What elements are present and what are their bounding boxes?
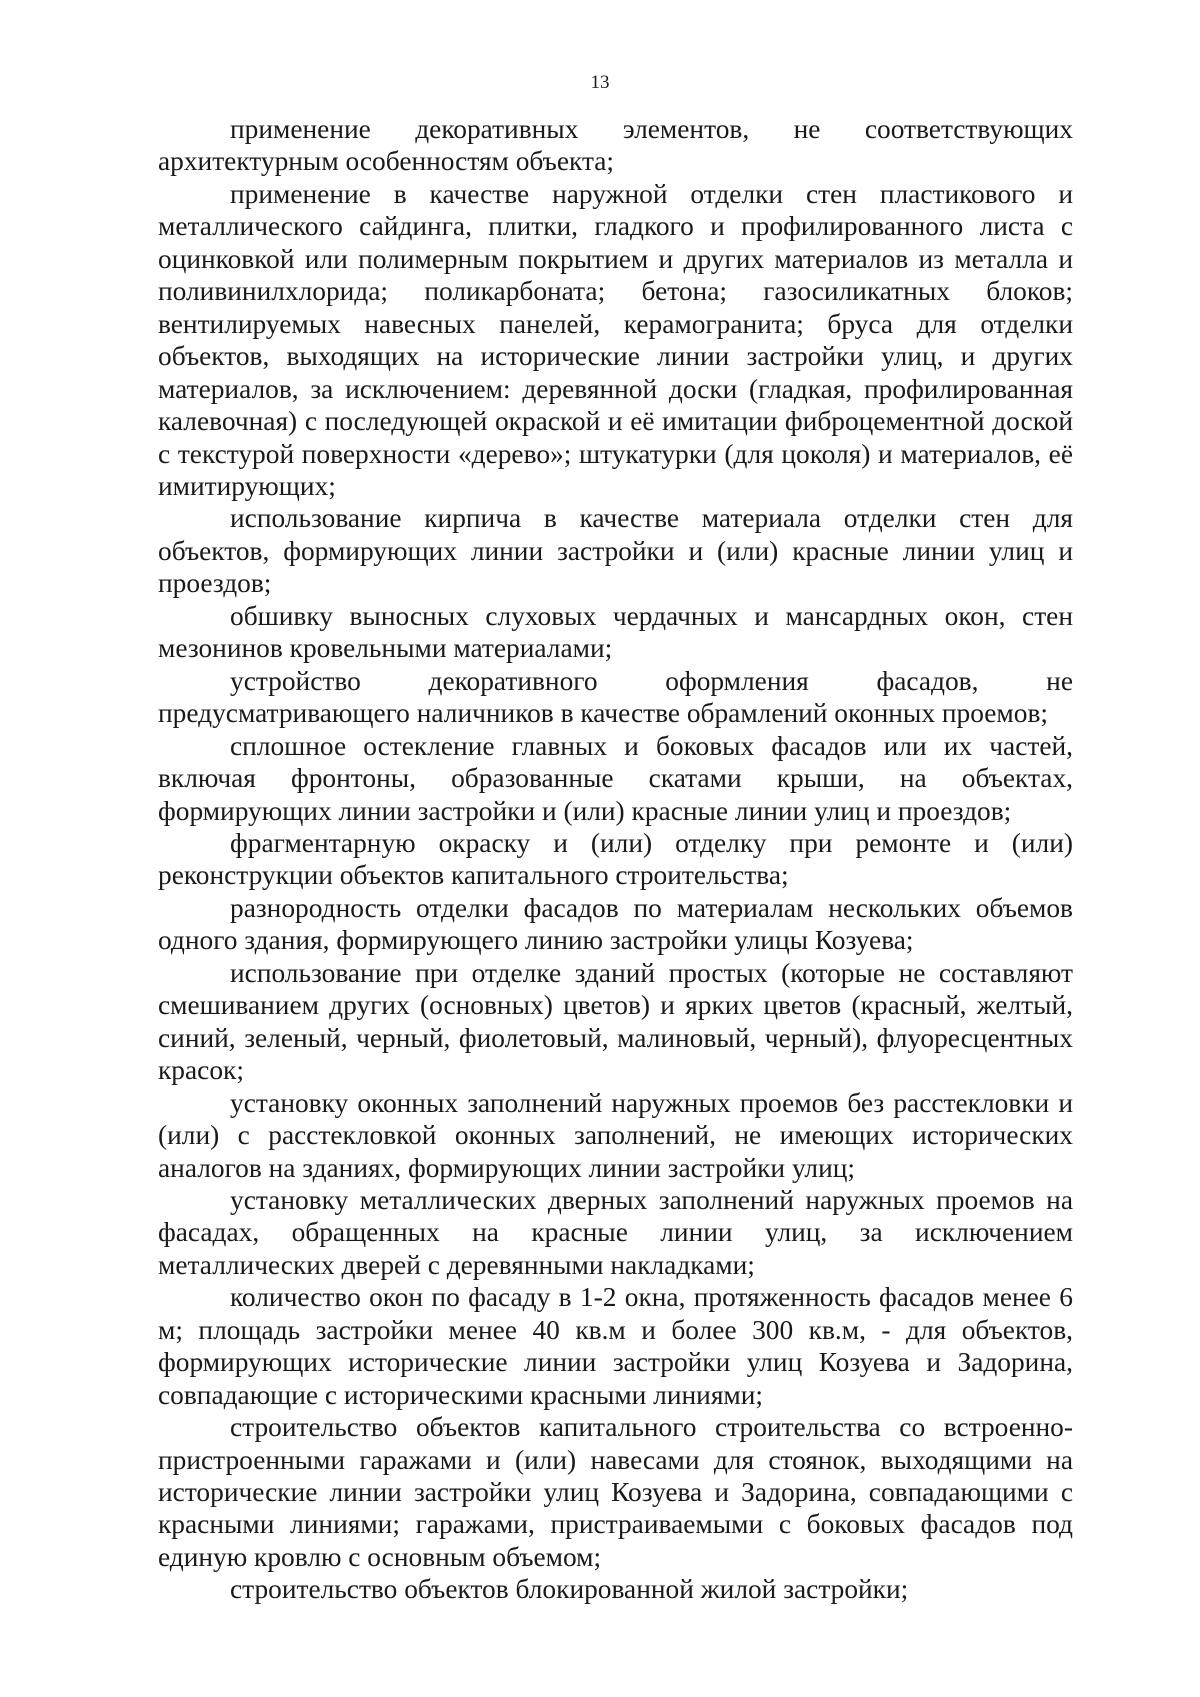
- paragraph: строительство объектов блокированной жилой застройки;: [230, 1574, 909, 1605]
- paragraph: количество окон по фасаду в 1-2 окна, протяженность фасадов менее 6 м; площадь застройки менее 40 кв.м и более 300 кв.м, - для объектов, формирующих исторические линии застройки улиц Козуева и Задорина, совпадающие с историческими красными линиями;: [158, 1282, 1073, 1410]
- paragraph: разнородность отделки фасадов по материалам нескольких объемов одного здания, формирующего линию застройки улицы Козуева;: [158, 892, 1073, 956]
- paragraph: использование кирпича в качестве материала отделки стен для объектов, формирующих линии застройки и (или) красные линии улиц и проездов;: [158, 503, 1073, 599]
- paragraph: применение в качестве наружной отделки стен пластикового и металлического сайдинга, плитки, гладкого и профилированного листа с оцинковкой или полимерным покрытием и других материалов из металла и поливинилхлорида; поликарбоната; бетона; газосиликатных блоков; вентилируемых навесных панелей, керамогранита; бруса для отделки объектов, выходящих на исторические линии застройки улиц, и других материалов, за исключением: деревянной доски (гладкая, профилированная калевочная) с последующей окраской и её имитации фиброцементной доской с текстурой поверхности «дерево»; штукатурки (для цоколя) и материалов, её имитирующих;: [158, 178, 1073, 501]
- document-body: [158, 113, 1073, 1606]
- paragraph: использование при отделке зданий простых (которые не составляют смешиванием других (основных) цветов) и ярких цветов (красный, желтый, синий, зеленый, черный, фиолетовый, малиновый, черный), флуоресцентных красок;: [158, 957, 1073, 1086]
- paragraph: строительство объектов капитального строительства со встроенно-пристроенными гаражами и (или) навесами для стоянок, выходящими на исторические линии застройки улиц Козуева и Задорина, совпадающими с красными линиями; гаражами, пристраиваемыми с боковых фасадов под единую кровлю с основным объемом;: [158, 1412, 1073, 1572]
- paragraph: установку оконных заполнений наружных проемов без расстекловки и (или) с расстекловкой оконных заполнений, не имеющих исторических аналогов на зданиях, формирующих линии застройки улиц;: [158, 1087, 1073, 1183]
- paragraph: применение декоративных элементов, не соответствующих архитектурным особенностям объекта;: [158, 114, 1073, 177]
- paragraph: фрагментарную окраску и (или) отделку при ремонте и (или) реконструкции объектов капитального строительства;: [158, 827, 1073, 891]
- page-number: 13: [590, 72, 610, 93]
- paragraph: установку металлических дверных заполнений наружных проемов на фасадах, обращенных на красные линии улиц, за исключением металлических дверей с деревянными накладками;: [158, 1184, 1073, 1280]
- paragraph: сплошное остекление главных и боковых фасадов или их частей, включая фронтоны, образованные скатами крыши, на объектах, формирующих линии застройки и (или) красные линии улиц и проездов;: [158, 730, 1073, 826]
- paragraph: устройство декоративного оформления фасадов, не предусматривающего наличников в качестве обрамлений оконных проемов;: [158, 665, 1073, 729]
- paragraph: обшивку выносных слуховых чердачных и мансардных окон, стен мезонинов кровельными материалами;: [158, 600, 1073, 664]
